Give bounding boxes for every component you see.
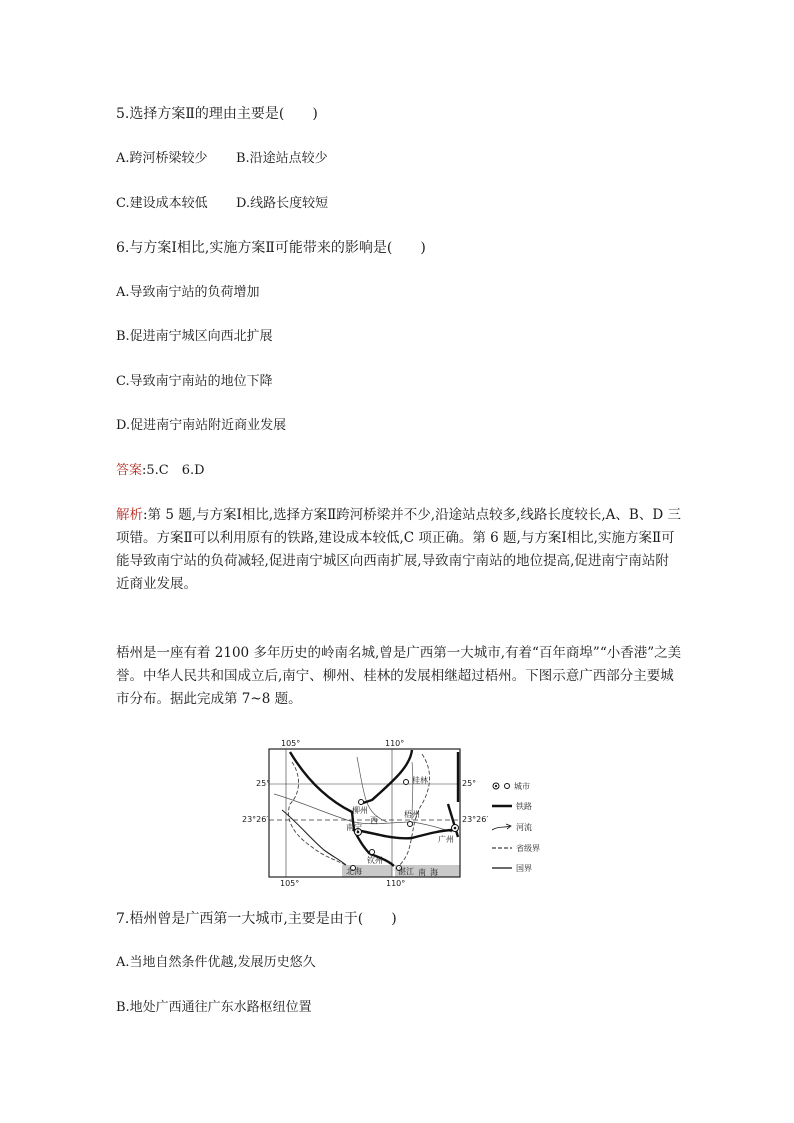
analysis-paragraph [116,504,682,596]
lat-label-25-right: 25° [462,779,477,788]
lon-label-top-105: 105° [281,739,301,748]
railway-north [360,750,412,804]
intro-paragraph: 梧州是一座有着 2100 多年历史的岭南名城,曾是广西第一大城市,有着“百年商埠”“小香港”之美誉。中华人民共和国成立后,南宁、柳州、桂林的发展相继超过梧州。下图示意广西部分主要城市分布。据此完成第 7~8 题。 [116,645,682,707]
q7-stem: 7.梧州曾是广西第一大城市,主要是由于( ) [116,911,397,927]
legend-label-national: 国界 [516,864,532,873]
city-label-nanning: 南宁 [346,823,362,832]
legend-label-railway: 铁路 [516,802,532,811]
q6-stem: 6.与方案Ⅰ相比,实施方案Ⅱ可能带来的影响是( ) [116,240,426,256]
lon-label-top-110: 110° [385,739,405,748]
sea-label-hai: 海 [430,868,438,877]
city-qinzhou [370,850,375,855]
city-label-beihai: 北海 [346,867,362,876]
city-guilin [404,780,409,785]
sea-label-nan: 南 [418,868,426,877]
q5-option-b: B.沿途站点较少 [236,151,328,166]
river-label-xi: 西 [370,816,378,825]
q5-option-d: D.线路长度较短 [236,196,329,211]
answer-text: :5.C 6.D [142,463,205,478]
capital-guangzhou-inner [454,827,457,830]
q5-option-a: A.跨河桥梁较少 [116,151,208,166]
city-label-wuzhou: 梧州 [404,810,420,819]
q5-option-c: C.建设成本较低 [116,196,208,211]
city-wuzhou [408,822,413,827]
city-label-qinzhou: 钦州 [367,856,383,865]
city-label-liuzhou: 柳州 [352,806,368,815]
q6-option-c: C.导致南宁南站的地位下降 [116,374,273,389]
q7-option-a: A.当地自然条件优越,发展历史悠久 [116,955,316,970]
city-label-guilin: 桂林 [412,776,428,785]
legend-city-symbol [505,784,510,789]
answer-label: 答案 [116,463,143,478]
lat-label-tropic-right: 23°26′ [462,815,489,824]
legend-label-provincial: 省级界 [516,844,540,853]
analysis-text: :第 5 题,与方案Ⅰ相比,选择方案Ⅱ跨河桥梁并不少,沿途站点较多,线路长度较长,A、B、D 三项错。方案Ⅱ可以利用原有的铁路,建设成本较低,C 项正确。第 6 题,与方案Ⅰ相比,实施方案Ⅱ可能导致南宁站的负荷减轻,促进南宁城区向西南扩展,导致南宁南站的地位提高,促进南宁南站附近商业发展。 [116,507,681,592]
q6-option-a: A.导致南宁站的负荷增加 [116,285,260,300]
q5-stem: 5.选择方案Ⅱ的理由主要是( ) [116,106,318,122]
analysis-label: 解析 [116,507,143,523]
lon-label-bottom-105: 105° [280,879,300,888]
q6-option-d: D.促进南宁南站附近商业发展 [116,418,287,433]
answer-line [116,462,205,480]
q7-option-b: B.地处广西通往广东水路枢纽位置 [116,1000,312,1015]
city-label-zhanjiang: 湛江 [398,867,414,876]
q6-option-b: B.促进南宁城区向西北扩展 [116,329,273,344]
city-label-guangzhou: 广州 [438,835,454,844]
lon-label-bottom-110: 110° [386,879,406,888]
railway-guangdong [448,752,458,837]
city-liuzhou [359,800,364,805]
lat-label-25-left: 25° [256,779,271,788]
guangxi-city-map [242,739,552,892]
legend-label-city: 城市 [514,782,530,791]
national-border [282,810,346,865]
legend-river-symbol [492,826,510,830]
legend-label-river: 河流 [516,823,532,832]
lat-label-tropic-left: 23°26′ [242,815,269,824]
